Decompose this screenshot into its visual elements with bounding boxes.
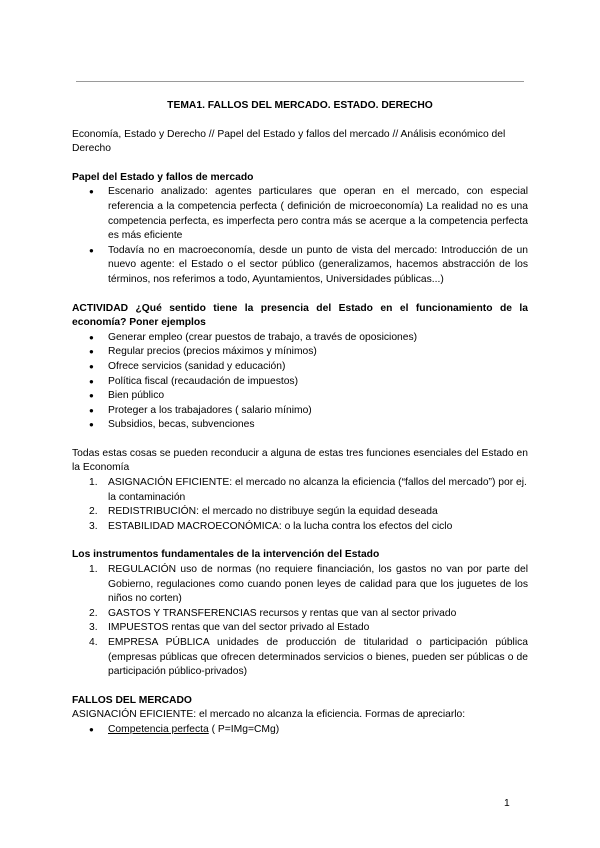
section5-line: ASIGNACIÓN EFICIENTE: el mercado no alcanza la eficiencia. Formas de apreciarlo: [72, 709, 466, 721]
section2-list [72, 331, 528, 433]
list-item: ● Subsidios, becas, subvenciones [72, 418, 528, 433]
list-number: 1. [89, 477, 98, 489]
section1-list [72, 185, 528, 287]
list-text: ESTABILIDAD MACROECONÓMICA: o la lucha contra los efectos del ciclo [108, 520, 453, 532]
section2-heading: ACTIVIDAD ¿Qué sentido tiene la presencia del Estado en el funcionamiento de la economía? Poner ejemplos [72, 302, 528, 329]
section5-list [72, 723, 528, 738]
list-item [72, 476, 528, 505]
list-item: ● Regular precios (precios máximos y mínimos) [72, 345, 528, 360]
section5-heading: FALLOS DEL MERCADO [72, 694, 192, 706]
list-number: 2. [89, 607, 98, 619]
section4-list [72, 563, 528, 680]
list-item: ● Bien público [72, 389, 528, 404]
list-text: ( P=IMg=CMg) [208, 723, 280, 735]
list-number: 1. [89, 564, 98, 576]
page-content [72, 99, 528, 738]
list-number: 3. [89, 520, 98, 532]
list-text: IMPUESTOS rentas que van del sector privado al Estado [108, 622, 370, 634]
list-item: ● Todavía no en macroeconomía, desde un punto de vista del mercado: Introducción de un nuevo agente: el Estado o el sector público (generalizamos, hacemos abstracción de los términos, nos referimos a todo, Ayuntamientos, Universidades públicas...) [72, 244, 528, 288]
list-text: ASIGNACIÓN EFICIENTE: el mercado no alcanza la eficiencia (“fallos del mercado”) por ej. la contaminación [108, 477, 527, 503]
list-item [72, 505, 528, 520]
list-text: REGULACIÓN uso de normas (no requiere financiación, los gastos no van por parte del Gobierno, regulaciones como cuando ponen leyes de calidad para que los juguetes de los niños no corten) [108, 564, 528, 605]
list-item [72, 563, 528, 607]
list-item [72, 520, 528, 535]
list-number: 2. [89, 506, 98, 518]
list-item [72, 723, 528, 738]
list-item: ● Ofrece servicios (sanidad y educación) [72, 360, 528, 375]
competencia-perfecta-link[interactable]: Competencia perfecta [108, 723, 209, 735]
section1-heading: Papel del Estado y fallos de mercado [72, 171, 254, 183]
list-item: ● Escenario analizado: agentes particulares que operan en el mercado, con especial referencia a la competencia perfecta ( definición de microeconomía) La realidad no es una competencia perfecta, es imperfecta pero contra más se acerque a la competencia perfecta es más eficiente [72, 185, 528, 243]
list-item [72, 621, 528, 636]
list-item [72, 607, 528, 622]
section4-heading: Los instrumentos fundamentales de la intervención del Estado [72, 549, 380, 561]
intro-line: Economía, Estado y Derecho // Papel del Estado y fallos del mercado // Análisis económico del Derecho [72, 128, 506, 155]
section3-paragraph: Todas estas cosas se pueden reconducir a alguna de estas tres funciones esenciales del Estado en la Economía [72, 447, 528, 474]
page-title: TEMA1. FALLOS DEL MERCADO. ESTADO. DERECHO [167, 100, 433, 111]
list-text: REDISTRIBUCIÓN: el mercado no distribuye según la equidad deseada [108, 506, 438, 518]
list-item: ● Proteger a los trabajadores ( salario mínimo) [72, 404, 528, 419]
list-number: 3. [89, 622, 98, 634]
list-text: EMPRESA PÚBLICA unidades de producción de titularidad o participación pública (empresas públicas que ofrecen determinados servicios o bienes, pueden ser públicas o de participación público-privados) [108, 637, 528, 678]
section3-list [72, 476, 528, 534]
list-text: GASTOS Y TRANSFERENCIAS recursos y rentas que van al sector privado [108, 607, 457, 619]
header-rule [76, 81, 524, 82]
list-number: 4. [89, 637, 98, 648]
list-item: ● Política fiscal (recaudación de impuestos) [72, 375, 528, 390]
page-number: 1 [504, 798, 510, 809]
list-item [72, 636, 528, 680]
list-item: ● Generar empleo (crear puestos de trabajo, a través de oposiciones) [72, 331, 528, 346]
